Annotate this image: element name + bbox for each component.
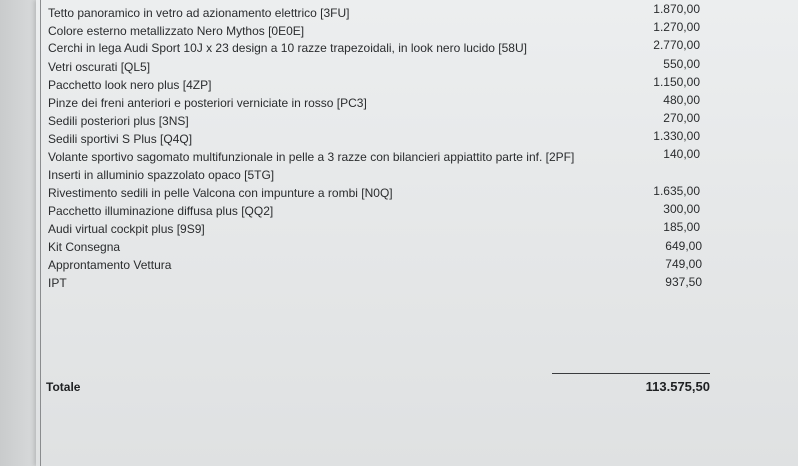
item-description: Volante sportivo sagomato multifunzionale in pelle a 3 razze con bilancieri appiattito parte inf. [2PF] (48, 150, 575, 164)
list-item (48, 184, 708, 202)
total-label: Totale (46, 380, 81, 394)
list-item (48, 202, 708, 220)
list-item (48, 112, 708, 130)
item-amount: 1.330,00 (653, 129, 700, 143)
item-amount: 1.270,00 (653, 20, 700, 34)
item-description: Sedili sportivi S Plus [Q4Q] (48, 132, 193, 146)
item-description: Inserti in alluminio spazzolato opaco [5TG] (48, 168, 275, 182)
item-description: Vetri oscurati [QL5] (48, 60, 151, 74)
item-description: Pinze dei freni anteriori e posteriori verniciate in rosso [PC3] (48, 96, 367, 110)
item-amount: 140,00 (663, 147, 700, 161)
list-item (48, 274, 708, 292)
item-amount: 749,00 (665, 257, 702, 271)
item-amount: 1.635,00 (653, 184, 700, 198)
list-item (48, 22, 708, 40)
item-amount: 550,00 (663, 57, 700, 71)
list-item (48, 130, 708, 148)
item-description: Kit Consegna (48, 240, 121, 254)
item-description: Sedili posteriori plus [3NS] (48, 114, 189, 128)
item-description: Colore esterno metallizzato Nero Mythos [0E0E] (48, 24, 305, 38)
item-amount: 300,00 (663, 202, 700, 216)
item-amount: 270,00 (663, 111, 700, 125)
list-item (48, 39, 708, 57)
item-description: Pacchetto illuminazione diffusa plus [QQ2] (48, 204, 274, 218)
background-edge (0, 0, 36, 466)
item-amount: 1.870,00 (653, 2, 700, 16)
list-item (48, 58, 708, 76)
page-left-rule (40, 0, 41, 466)
list-item (48, 256, 708, 274)
item-amount: 1.150,00 (653, 75, 700, 89)
item-description: Pacchetto look nero plus [4ZP] (48, 78, 212, 92)
total-amount: 113.575,50 (645, 379, 710, 394)
list-item (48, 220, 708, 238)
list-item (48, 166, 708, 184)
list-item (48, 238, 708, 256)
item-amount: 185,00 (663, 220, 700, 234)
item-amount: 649,00 (665, 239, 702, 253)
total-rule (552, 373, 710, 374)
item-amount: 937,50 (665, 275, 702, 289)
list-item (48, 4, 708, 22)
item-amount: 2.770,00 (653, 38, 700, 52)
item-description: Cerchi in lega Audi Sport 10J x 23 design a 10 razze trapezoidali, in look nero lucido [58U] (48, 41, 527, 55)
list-item (48, 76, 708, 94)
item-description: IPT (48, 276, 67, 290)
item-description: Rivestimento sedili in pelle Valcona con impunture a rombi [N0Q] (48, 186, 393, 200)
item-amount: 480,00 (663, 93, 700, 107)
item-description: Approntamento Vettura (48, 258, 172, 272)
list-item (48, 148, 708, 166)
item-description: Audi virtual cockpit plus [9S9] (48, 222, 205, 236)
list-item (48, 94, 708, 112)
item-description: Tetto panoramico in vetro ad azionamento elettrico [3FU] (48, 6, 350, 20)
